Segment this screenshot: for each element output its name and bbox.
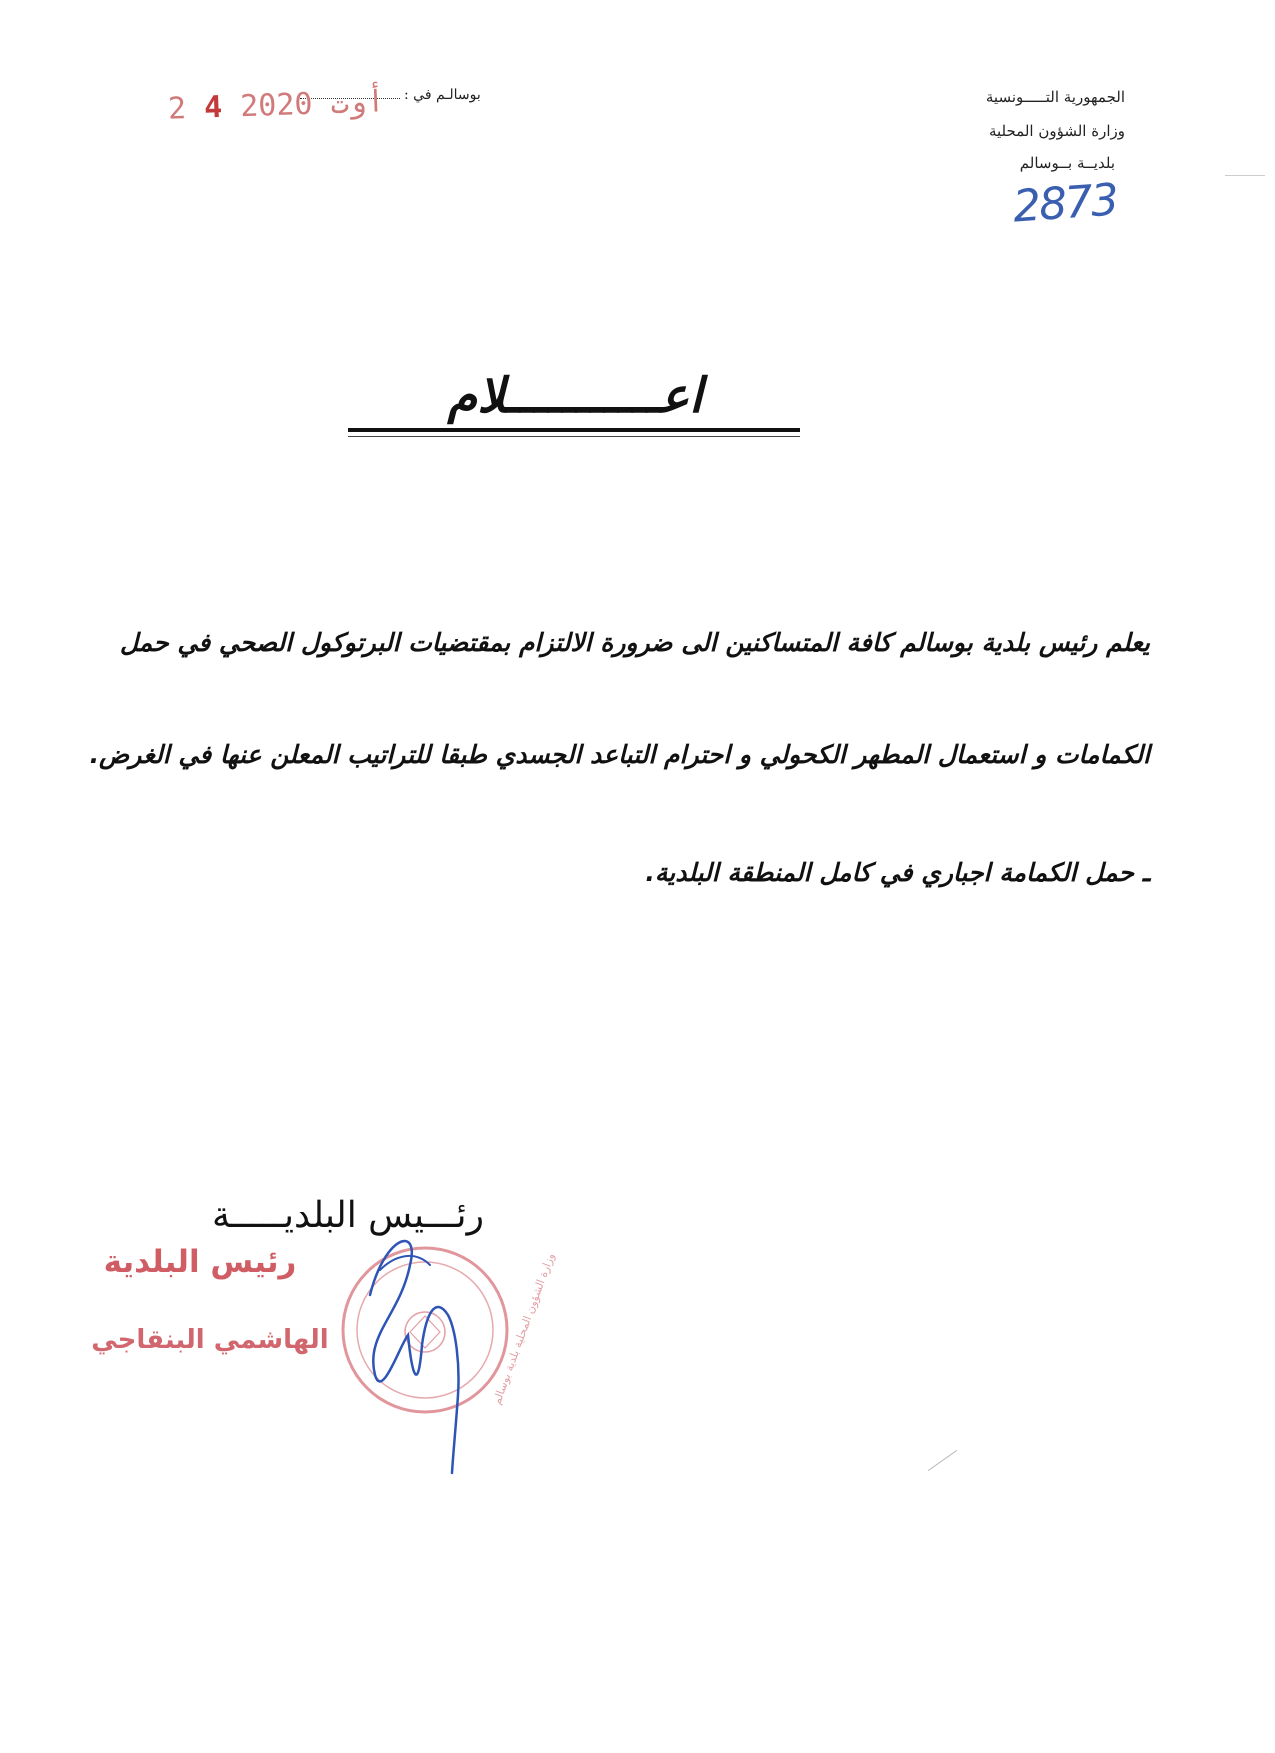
stamp-line-1: رئيس البلدية <box>103 1244 297 1280</box>
stamp-seal-text: وزارة الشؤون المحلية بلدية بوسالم <box>490 1251 558 1407</box>
header-country: الجمهورية التـــــونسية <box>985 88 1125 106</box>
notice-body-line-2: الكمامات و استعمال المطهر الكحولي و احترام التباعد الجسدي طبقا للتراتيب المعلن عنها في الغرض. <box>89 740 1150 769</box>
scan-artifact <box>928 1450 957 1471</box>
scan-artifact <box>1225 175 1265 176</box>
reference-number: 2873 <box>1011 174 1119 233</box>
notice-body-line-3: ـ حمل الكمامة اجباري في كامل المنطقة البلدية. <box>645 858 1150 887</box>
date-stamp-rest: 2 أوت 2020 <box>167 84 386 127</box>
mayor-title: رئـــيس البلديـــــة <box>212 1195 484 1236</box>
header-ministry: وزارة الشؤون المحلية <box>988 122 1125 140</box>
date-stamp <box>167 84 385 127</box>
notice-title: اعـــــــــــلام <box>447 368 703 424</box>
signature-flourish <box>380 1256 430 1270</box>
header-municipality: بلديــة بــوسالم <box>1019 154 1115 172</box>
signature-stroke <box>370 1241 459 1473</box>
notice-body-line-1: يعلم رئيس بلدية بوسالم كافة المتساكنين الى ضرورة الالتزام بمقتضيات البرتوكول الصحي في حمل <box>119 628 1150 657</box>
title-underline <box>348 428 800 432</box>
mayor-signature <box>360 1225 490 1475</box>
title-underline-thin <box>348 436 800 437</box>
stamp-line-2: الهاشمي البنقاجي <box>91 1325 329 1355</box>
date-stamp-day: 4 <box>203 89 223 126</box>
place-label: بوسالـم في : <box>404 87 481 103</box>
